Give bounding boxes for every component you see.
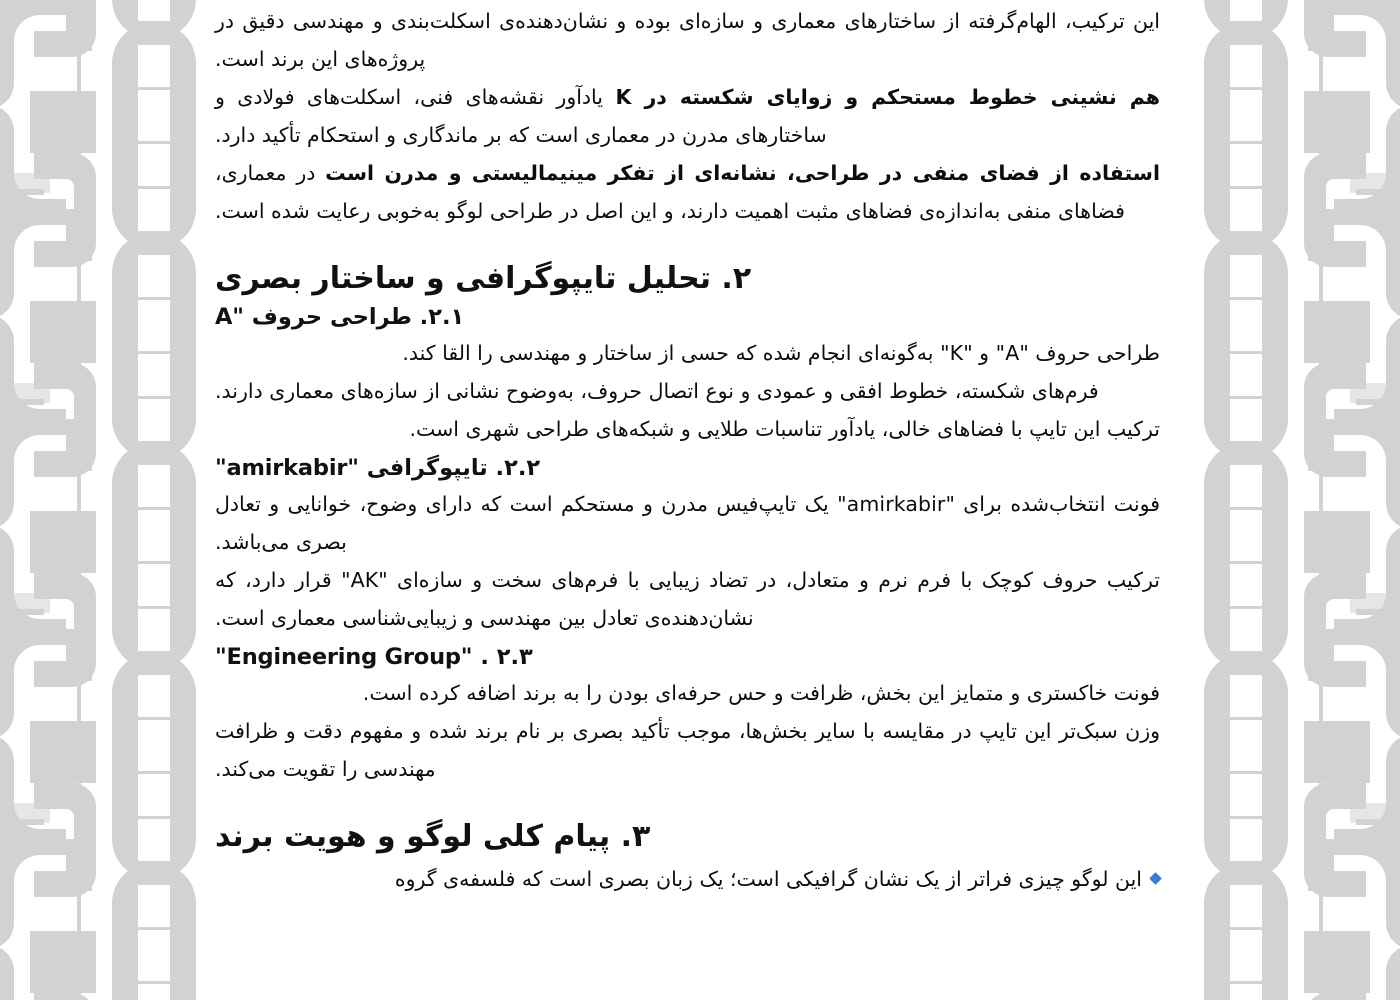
intro-paragraph-3-rest: در معماری، فضاهای منفی به‌اندازه‌ی فضاهای مثبت اهمیت دارند، و این اصل در طراحی لوگو به‌خوبی رعایت شده است. — [215, 161, 1125, 223]
subsection-2-1-paragraph-2: فرم‌های شکسته، خطوط افقی و عمودی و نوع اتصال حروف، به‌وضوح نشانی از سازه‌های معماری دارند. — [215, 379, 1099, 403]
intro-paragraph-3-bold: استفاده از فضای منفی در طراحی، نشانه‌ای از تفکر مینیمالیستی و مدرن است — [325, 161, 1160, 185]
diamond-bullet-icon — [1149, 872, 1162, 885]
list-item — [215, 860, 1160, 898]
subsection-heading-2-1: ۲.۱. طراحی حروف "A — [215, 304, 465, 330]
document-text-flow — [215, 0, 1160, 898]
subsection-2-2-paragraph-2: ترکیب حروف کوچک با فرم نرم و متعادل، در تضاد زیبایی با فرم‌های سخت و سازه‌ای "AK" قرار دارد، که نشان‌دهنده‌ی تعادل بین مهندسی و زیبایی‌شناسی معماری است. — [215, 568, 1160, 630]
subsection-heading-2-2: ۲.۲. تایپوگرافی "amirkabir" — [215, 455, 541, 481]
subsection-2-1-paragraph-3: ترکیب این تایپ با فضاهای خالی، یادآور تناسبات طلایی و شبکه‌های طراحی شهری است. — [409, 417, 1160, 441]
document-content-column — [215, 0, 1160, 1000]
section-3-bullet-text-1: این لوگو چیزی فراتر از یک نشان گرافیکی است؛ یک زبان بصری است که فلسفه‌ی گروه — [394, 867, 1142, 891]
subsection-2-3-paragraph-1: فونت خاکستری و متمایز این بخش، ظرافت و حس حرفه‌ای بودن را به برند اضافه کرده است. — [362, 681, 1160, 705]
section-heading-3: ۳. پیام کلی لوگو و هویت برند — [215, 819, 651, 854]
intro-paragraph-3 — [215, 154, 1160, 230]
subsection-heading-2-3: ۲.۳ . "Engineering Group" — [215, 644, 533, 670]
subsection-2-3-paragraph-2: وزن سبک‌تر این تایپ در مقایسه با سایر بخش‌ها، موجب تأکید بصری بر نام برند شده و مفهوم دقت و ظرافت مهندسی را تقویت می‌کند. — [215, 719, 1160, 781]
intro-paragraph-2-bold: هم نشینی خطوط مستحکم و زوایای شکسته در K — [615, 85, 1160, 109]
section-heading-2: ۲. تحلیل تایپوگرافی و ساختار بصری — [215, 261, 752, 296]
intro-paragraph-1: این ترکیب، الهام‌گرفته از ساختارهای معماری و سازه‌ای بوده و نشان‌دهنده‌ی اسکلت‌بندی و مهندسی دقیق در پروژه‌های این برند است. — [215, 9, 1160, 71]
section-3-bullet-list — [215, 860, 1160, 898]
subsection-2-1-paragraph-1: طراحی حروف "A" و "K" به‌گونه‌ای انجام شده که حسی از ساختار و مهندسی را القا کند. — [402, 341, 1160, 365]
subsection-2-2-paragraph-1: فونت انتخاب‌شده برای "amirkabir" یک تایپ‌فیس مدرن و مستحکم است که دارای وضوح، خوانایی و تعادل بصری می‌باشد. — [215, 492, 1160, 554]
intro-paragraph-2 — [215, 78, 1160, 154]
intro-paragraph-2-rest: یادآور نقشه‌های فنی، اسکلت‌های فولادی و ساختارهای مدرن در معماری است که بر ماندگاری و استحکام تأکید دارد. — [215, 85, 827, 147]
